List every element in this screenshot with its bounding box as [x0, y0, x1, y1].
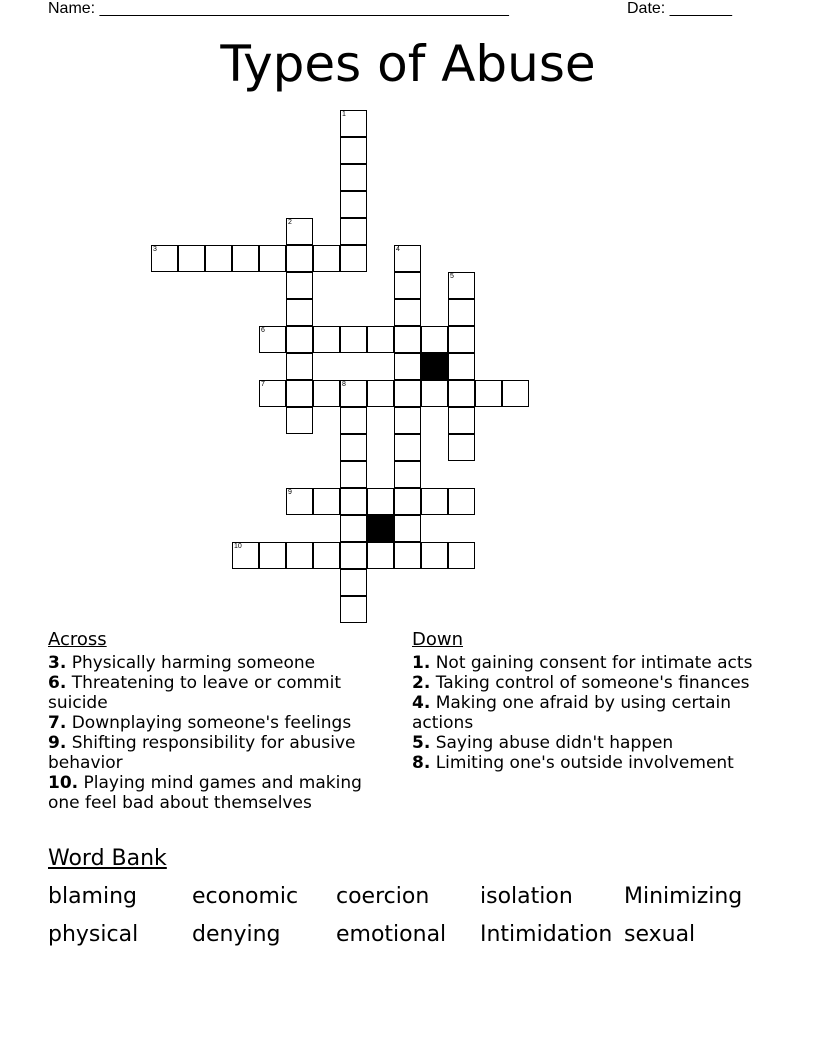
crossword-cell[interactable]: [448, 272, 475, 299]
clue-number-label: 4: [396, 246, 400, 253]
crossword-cell[interactable]: [178, 245, 205, 272]
word-bank-item: isolation: [480, 884, 573, 909]
across-clue: [48, 713, 378, 733]
clue-number: 6.: [48, 673, 67, 693]
crossword-cell[interactable]: [313, 488, 340, 515]
down-heading: Down: [412, 629, 464, 650]
crossword-cell[interactable]: [448, 380, 475, 407]
crossword-cell[interactable]: [340, 461, 367, 488]
crossword-cell[interactable]: [286, 245, 313, 272]
crossword-cell[interactable]: [421, 380, 448, 407]
crossword-cell[interactable]: [475, 380, 502, 407]
page-title: Types of Abuse: [220, 35, 596, 93]
crossword-cell[interactable]: [151, 245, 178, 272]
across-clue: [48, 733, 378, 773]
clue-number: 4.: [412, 693, 431, 713]
across-clues: [48, 630, 378, 813]
crossword-cell[interactable]: [340, 488, 367, 515]
word-bank-item: Minimizing: [624, 884, 743, 909]
crossword-cell[interactable]: [340, 542, 367, 569]
crossword-cell[interactable]: [286, 407, 313, 434]
crossword-cell[interactable]: [394, 245, 421, 272]
word-bank-item: blaming: [48, 884, 138, 909]
crossword-cell[interactable]: [313, 245, 340, 272]
clue-number-label: 7: [261, 381, 265, 388]
clue-number-label: 6: [261, 327, 265, 334]
clue-text: Not gaining consent for intimate acts: [435, 653, 753, 673]
crossword-cell[interactable]: [259, 326, 286, 353]
crossword-cell[interactable]: [259, 245, 286, 272]
clue-number-label: 2: [288, 219, 292, 226]
crossword-cell[interactable]: [286, 326, 313, 353]
crossword-cell[interactable]: [286, 542, 313, 569]
crossword-cell[interactable]: [259, 380, 286, 407]
clue-text: Limiting one's outside involvement: [435, 753, 734, 773]
word-bank-item: coercion: [336, 884, 430, 909]
crossword-cell[interactable]: [313, 542, 340, 569]
crossword-cell[interactable]: [205, 245, 232, 272]
across-heading: Across: [48, 629, 107, 650]
clue-number-label: 1: [342, 111, 346, 118]
crossword-cell[interactable]: [394, 488, 421, 515]
crossword-cell[interactable]: [448, 407, 475, 434]
clue-number: 8.: [412, 753, 431, 773]
crossword-cell[interactable]: [367, 488, 394, 515]
down-clue: [412, 753, 762, 773]
crossword-cell[interactable]: [340, 164, 367, 191]
clue-number: 1.: [412, 653, 431, 673]
crossword-cell[interactable]: [394, 353, 421, 380]
crossword-block: [367, 515, 394, 542]
word-bank-item: physical: [48, 922, 139, 947]
crossword-cell[interactable]: [448, 353, 475, 380]
across-clue: [48, 773, 378, 813]
clue-text: Downplaying someone's feelings: [71, 713, 352, 733]
clue-number: 7.: [48, 713, 67, 733]
word-bank-item: emotional: [336, 922, 447, 947]
word-bank-item: Intimidation: [480, 922, 613, 947]
crossword-cell[interactable]: [448, 434, 475, 461]
crossword-cell[interactable]: [259, 542, 286, 569]
crossword-cell[interactable]: [340, 245, 367, 272]
clue-number-label: 3: [153, 246, 157, 253]
clue-number: 2.: [412, 673, 431, 693]
crossword-cell[interactable]: [394, 272, 421, 299]
crossword-cell[interactable]: [367, 542, 394, 569]
crossword-cell[interactable]: [394, 515, 421, 542]
crossword-cell[interactable]: [448, 299, 475, 326]
word-bank-item: denying: [192, 922, 281, 947]
crossword-cell[interactable]: [421, 542, 448, 569]
crossword-cell[interactable]: [340, 110, 367, 137]
crossword-cell[interactable]: [313, 326, 340, 353]
clue-number: 9.: [48, 733, 67, 753]
down-clue: [412, 733, 762, 753]
crossword-cell[interactable]: [394, 542, 421, 569]
word-bank-item: economic: [192, 884, 299, 909]
clue-number: 3.: [48, 653, 67, 673]
word-bank-item: sexual: [624, 922, 696, 947]
crossword-cell[interactable]: [448, 488, 475, 515]
clue-text: Physically harming someone: [71, 653, 316, 673]
crossword-cell[interactable]: [340, 515, 367, 542]
crossword-cell[interactable]: [421, 326, 448, 353]
crossword-cell[interactable]: [394, 434, 421, 461]
crossword-cell[interactable]: [394, 461, 421, 488]
crossword-cell[interactable]: [367, 380, 394, 407]
across-clue: [48, 673, 378, 713]
clue-number-label: 5: [450, 273, 454, 280]
crossword-cell[interactable]: [340, 380, 367, 407]
clue-text: Saying abuse didn't happen: [435, 733, 674, 753]
crossword-cell[interactable]: [421, 488, 448, 515]
clue-number: 5.: [412, 733, 431, 753]
crossword-cell[interactable]: [340, 407, 367, 434]
crossword-cell[interactable]: [232, 542, 259, 569]
clue-text: Taking control of someone's finances: [435, 673, 750, 693]
crossword-cell[interactable]: [340, 569, 367, 596]
crossword-cell[interactable]: [394, 407, 421, 434]
clue-text: Playing mind games and making one feel bad about themselves: [48, 773, 362, 813]
word-bank-heading: Word Bank: [48, 846, 167, 871]
crossword-cell[interactable]: [286, 272, 313, 299]
crossword-block: [421, 353, 448, 380]
date-field-label: Date: _______: [627, 0, 732, 17]
clue-number-label: 10: [234, 543, 242, 550]
crossword-cell[interactable]: [340, 434, 367, 461]
crossword-cell[interactable]: [286, 488, 313, 515]
crossword-cell[interactable]: [286, 380, 313, 407]
crossword-cell[interactable]: [286, 218, 313, 245]
crossword-cell[interactable]: [313, 380, 340, 407]
crossword-cell[interactable]: [286, 299, 313, 326]
crossword-cell[interactable]: [340, 326, 367, 353]
clue-text: Threatening to leave or commit suicide: [48, 673, 341, 713]
crossword-cell[interactable]: [286, 353, 313, 380]
crossword-cell[interactable]: [340, 218, 367, 245]
crossword-cell[interactable]: [394, 380, 421, 407]
down-clues: [412, 630, 762, 773]
down-clue: [412, 653, 762, 673]
crossword-cell[interactable]: [448, 326, 475, 353]
crossword-cell[interactable]: [340, 137, 367, 164]
name-field-label: Name: ______________________________________________: [48, 0, 509, 17]
crossword-cell[interactable]: [448, 542, 475, 569]
clue-number-label: 9: [288, 489, 292, 496]
crossword-cell[interactable]: [367, 326, 394, 353]
crossword-cell[interactable]: [394, 326, 421, 353]
down-clue: [412, 673, 762, 693]
clue-text: Shifting responsibility for abusive behavior: [48, 733, 356, 773]
crossword-cell[interactable]: [340, 596, 367, 623]
crossword-cell[interactable]: [340, 191, 367, 218]
clue-number-label: 8: [342, 381, 346, 388]
down-clue: [412, 693, 762, 733]
crossword-cell[interactable]: [232, 245, 259, 272]
across-clue: [48, 653, 378, 673]
clue-text: Making one afraid by using certain actions: [412, 693, 732, 733]
crossword-cell[interactable]: [394, 299, 421, 326]
clue-number: 10.: [48, 773, 79, 793]
crossword-cell[interactable]: [502, 380, 529, 407]
